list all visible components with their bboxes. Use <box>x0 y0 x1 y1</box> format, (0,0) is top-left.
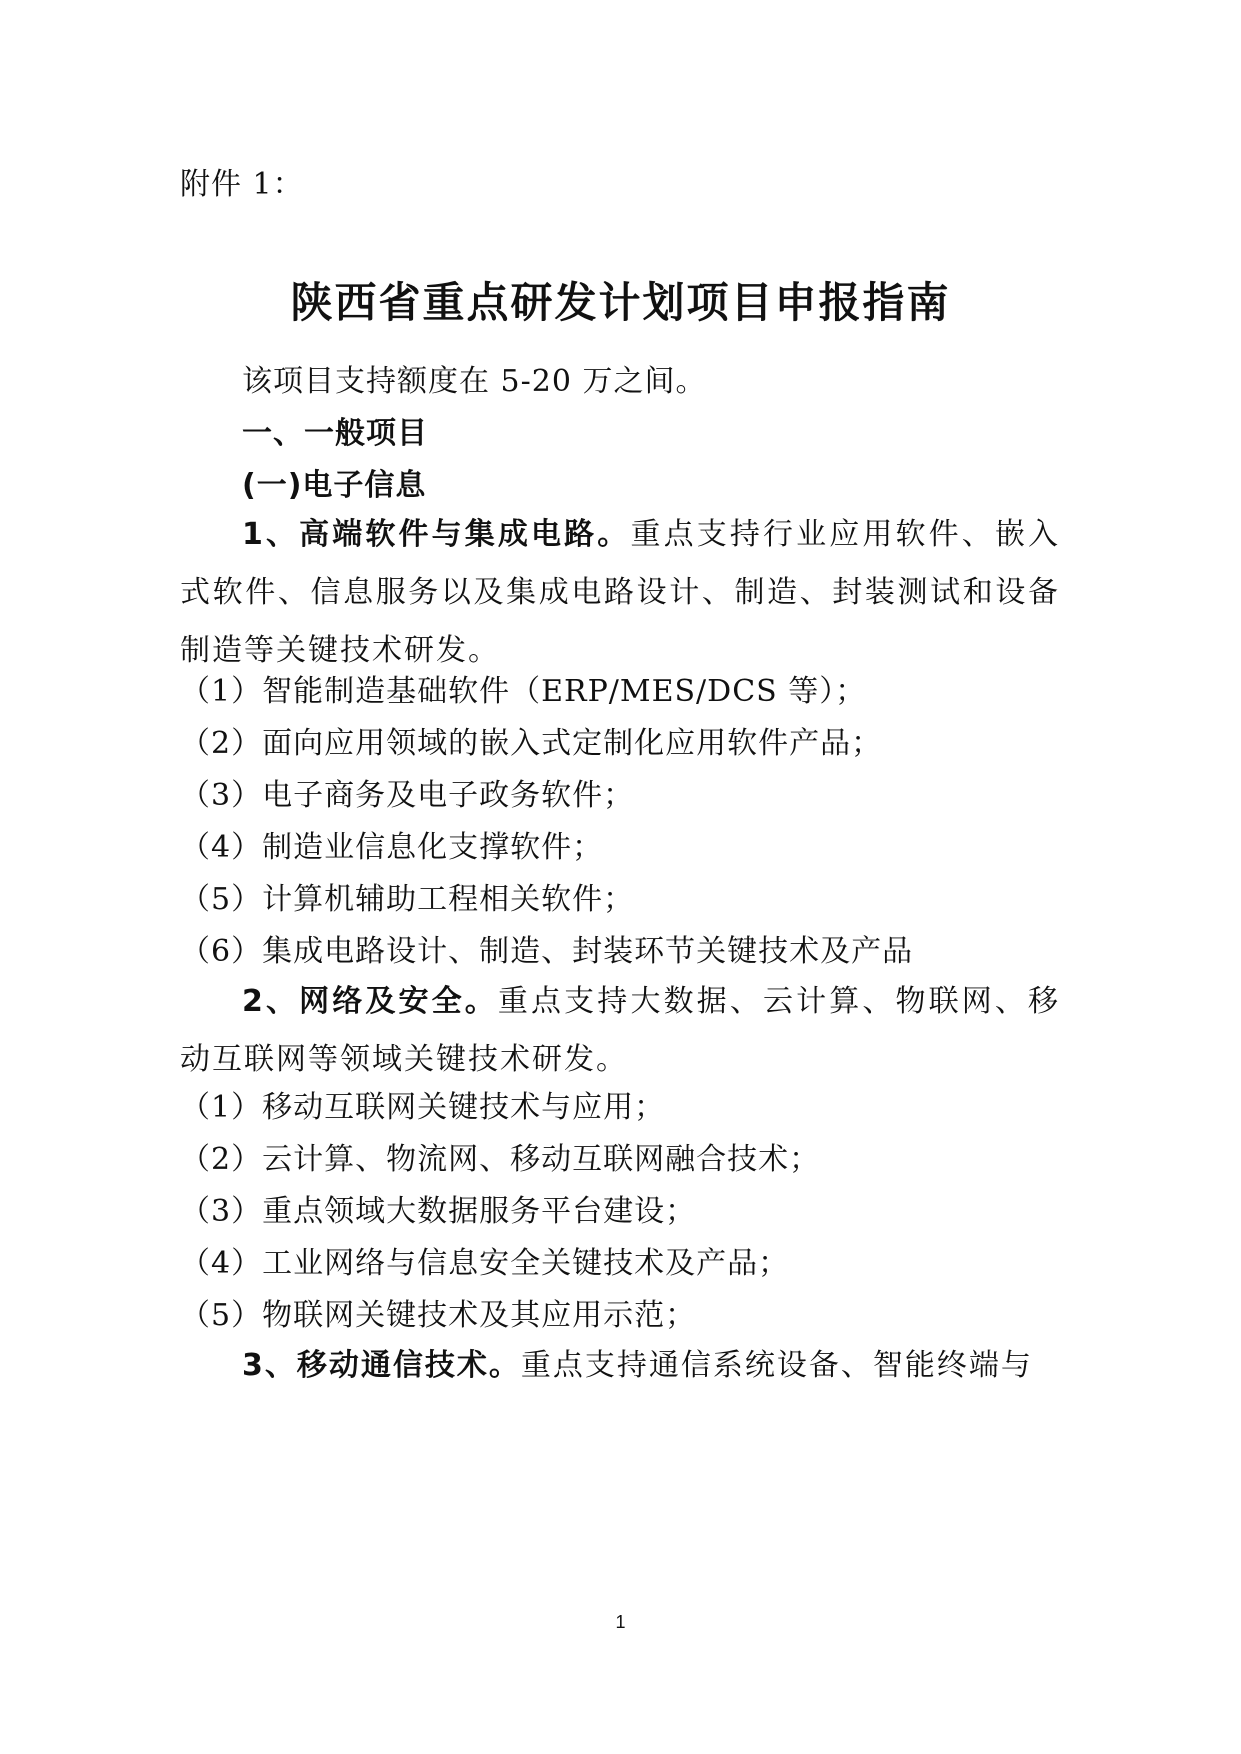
page-title: 陕西省重点研发计划项目申报指南 <box>290 278 951 327</box>
item-1-text: 重点支持行业应用软件、嵌入式软件、信息服务以及集成电路设计、制造、封装测试和设备制造等关键技术研发。 <box>180 517 1060 668</box>
list-item: （4）制造业信息化支撑软件； <box>180 830 604 865</box>
list-item: （3）电子商务及电子政务软件； <box>180 778 635 813</box>
item-1-paragraph <box>180 506 1060 680</box>
list-item: （5）物联网关键技术及其应用示范； <box>180 1298 697 1333</box>
list-item: （3）重点领域大数据服务平台建设； <box>180 1194 697 1229</box>
list-item: （1）移动互联网关键技术与应用； <box>180 1090 666 1125</box>
section-subheading: (一)电子信息 <box>242 468 427 503</box>
list-item: （2）面向应用领域的嵌入式定制化应用软件产品； <box>180 726 883 761</box>
list-item: （5）计算机辅助工程相关软件； <box>180 882 635 917</box>
list-item: （2）云计算、物流网、移动互联网融合技术； <box>180 1142 821 1177</box>
list-item: （1）智能制造基础软件（ERP/MES/DCS 等）； <box>180 674 867 709</box>
intro-text: 该项目支持额度在 5-20 万之间。 <box>242 364 707 399</box>
item-3-lead: 3、移动通信技术。 <box>242 1348 521 1383</box>
page-number: 1 <box>615 1612 626 1632</box>
section-heading: 一、一般项目 <box>242 416 428 451</box>
item-2-lead: 2、网络及安全。 <box>242 984 498 1019</box>
attachment-label: 附件 1： <box>180 167 304 202</box>
item-2-text: 重点支持大数据、云计算、物联网、移动互联网等领域关键技术研发。 <box>180 984 1061 1077</box>
item-3-text: 重点支持通信系统设备、智能终端与 <box>520 1348 1033 1383</box>
item-3-paragraph <box>180 1337 1060 1395</box>
list-item: （6）集成电路设计、制造、封装环节关键技术及产品 <box>180 934 914 969</box>
item-1-lead: 1、高端软件与集成电路。 <box>242 517 631 552</box>
list-item: （4）工业网络与信息安全关键技术及产品； <box>180 1246 790 1281</box>
item-2-paragraph <box>180 973 1060 1089</box>
